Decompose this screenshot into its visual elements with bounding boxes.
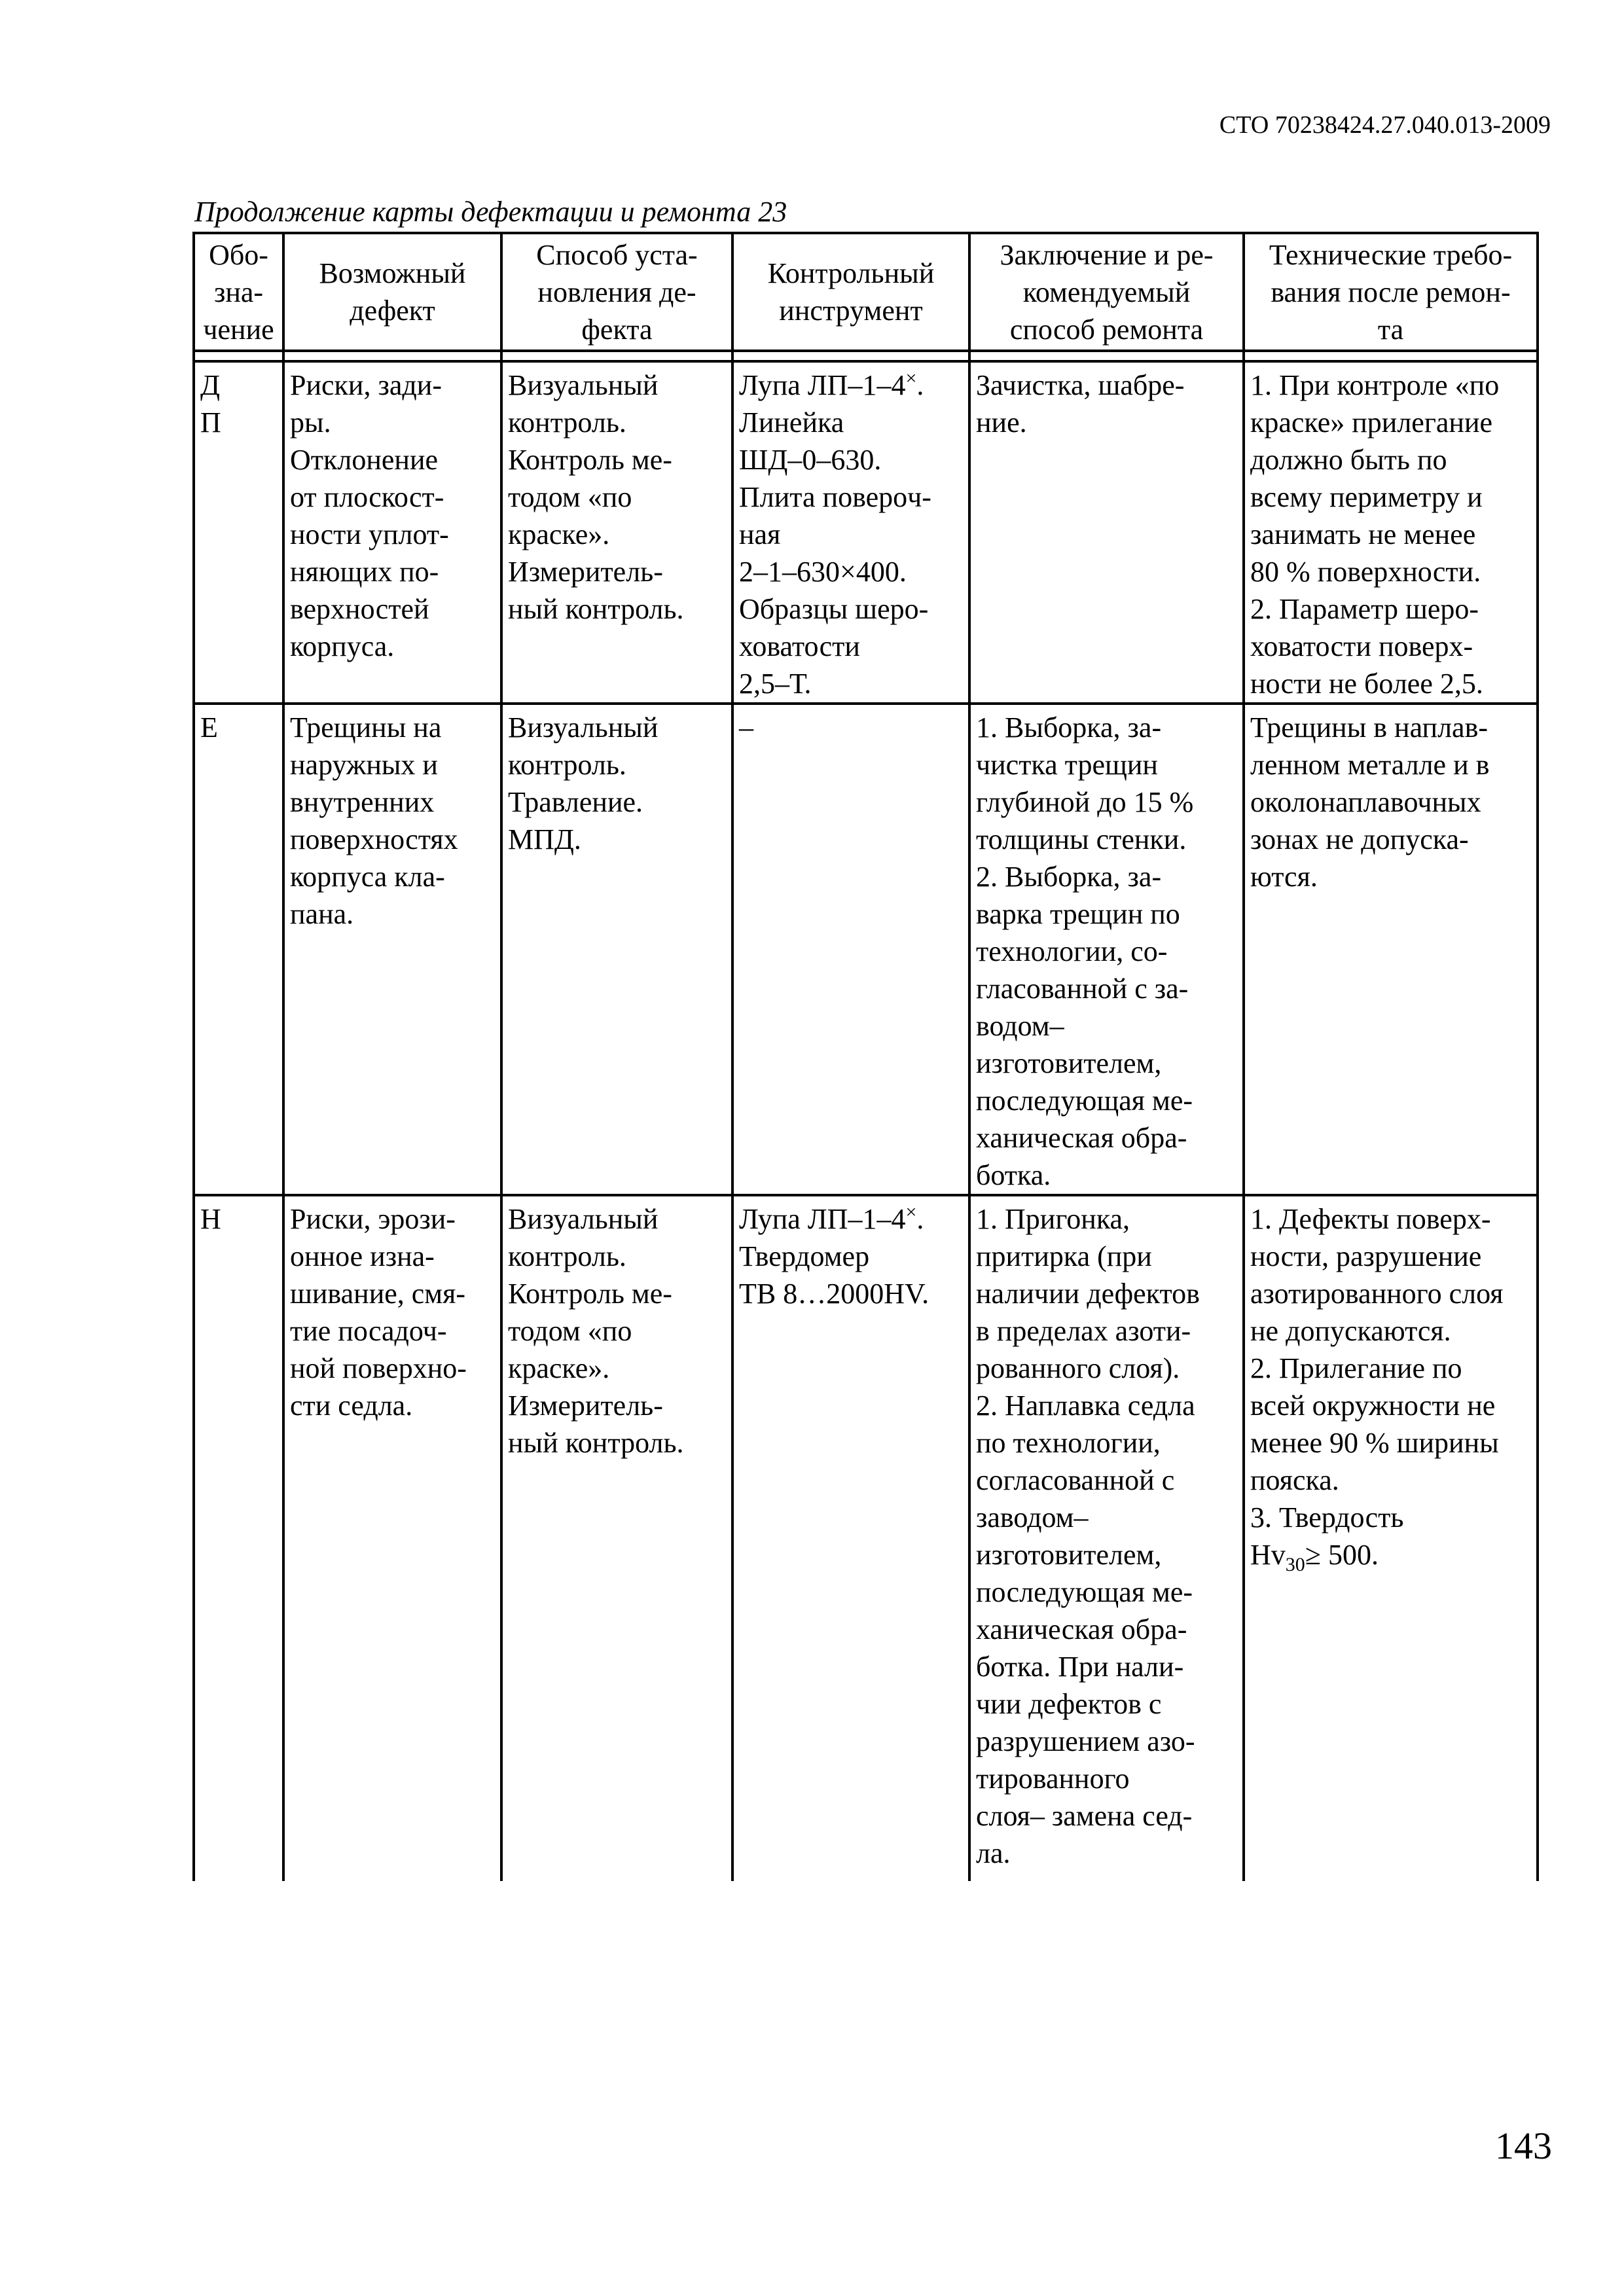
hardness-subscript: 30 (1285, 1553, 1305, 1575)
tool-text-rest: . Линейка ШД–0–630. Плита поверoч- ная 2–1–630×400. Образцы шеро- ховатости 2,5–Т. (739, 369, 931, 700)
cell-requirements: Трещины в наплав- ленном металле и в околонаплавочных зонах не допуска- ются. (1244, 704, 1538, 1195)
cell-method: Визуальный контроль. Травление. МПД. (501, 704, 732, 1195)
cell-defect: Трещины на наружных и внутренних поверхностях корпуса кла- пана. (283, 704, 501, 1195)
cell-repair: Зачистка, шабре- ние. (969, 361, 1244, 704)
column-header-repair: Заключение и ре- комендуемый способ ремонта (969, 233, 1244, 351)
tool-text-rest: . Твердомер ТВ 8…2000HV. (739, 1203, 929, 1310)
defect-repair-table (192, 232, 1539, 1881)
page-number: 143 (1495, 2125, 1552, 2167)
cell-method: Визуальный контроль. Контроль ме- тодом «по краске». Измеритель- ный контроль. (501, 1195, 732, 1881)
tool-superscript: × (905, 1201, 917, 1223)
table-row (194, 1195, 1538, 1881)
cell-tool: – (732, 704, 969, 1195)
tool-superscript: × (905, 367, 917, 389)
requirements-text: 1. Дефекты поверх- ности, разрушение азотированного слоя не допускаются. 2. Прилегание по всей окружности не менее 90 % ширины пояска. 3. Твердость (1250, 1203, 1504, 1534)
table-row (194, 361, 1538, 704)
hardness-symbol: Hv (1250, 1539, 1286, 1571)
cell-requirements: 1. При контроле «по краске» прилегание должно быть по всему периметру и занимать не менее 80 % поверхности. 2. Параметр шеро- ховатости поверх- ности не более 2,5. (1244, 361, 1538, 704)
document-code: СТО 70238424.27.040.013-2009 (1219, 111, 1551, 139)
column-header-designation: Обо- зна- чение (194, 233, 283, 351)
cell-method: Визуальный контроль. Контроль ме- тодом «по краске». Измеритель- ный контроль. (501, 361, 732, 704)
cell-designation: Е (194, 704, 283, 1195)
column-header-requirements: Технические требо- вания после ремон- та (1244, 233, 1538, 351)
hardness-value: 500. (1320, 1539, 1379, 1571)
column-header-defect: Возможный дефект (283, 233, 501, 351)
cell-designation: Д П (194, 361, 283, 704)
table-caption: Продолжение карты дефектации и ремонта 23 (194, 196, 787, 228)
cell-repair: 1. Пригонка, притирка (при наличии дефектов в пределах азоти- рованного слоя). 2. Наплавка седла по технологии, согласованной с заводом– изготовителем, последующая ме- ханическая обра- ботка. При нали- чии дефектов с разрушением азо- тированного слоя– замена сед- ла. (969, 1195, 1244, 1881)
table-header-row (194, 233, 1538, 351)
cell-defect: Риски, зади- ры. Отклонение от плоскост- ности уплот- няющих по- верхностей корпуса. (283, 361, 501, 704)
header-separator (194, 351, 1538, 361)
cell-requirements (1244, 1195, 1538, 1881)
tool-text: Лупа ЛП–1–4 (739, 369, 906, 401)
hardness-sign: ≥ (1305, 1539, 1321, 1571)
column-header-tool: Контрольный инструмент (732, 233, 969, 351)
table-row (194, 704, 1538, 1195)
cell-tool (732, 1195, 969, 1881)
cell-tool (732, 361, 969, 704)
tool-text: Лупа ЛП–1–4 (739, 1203, 906, 1235)
cell-repair: 1. Выборка, за- чистка трещин глубиной до 15 % толщины стенки. 2. Выборка, за- варка трещин по технологии, со- гласованной с за- водом– изготовителем, последующая ме- ханическая обра- ботка. (969, 704, 1244, 1195)
cell-defect: Риски, эрози- онное изна- шивание, смя- тие посадоч- ной поверхно- сти седла. (283, 1195, 501, 1881)
cell-designation: Н (194, 1195, 283, 1881)
column-header-method: Способ уста- новления де- фекта (501, 233, 732, 351)
